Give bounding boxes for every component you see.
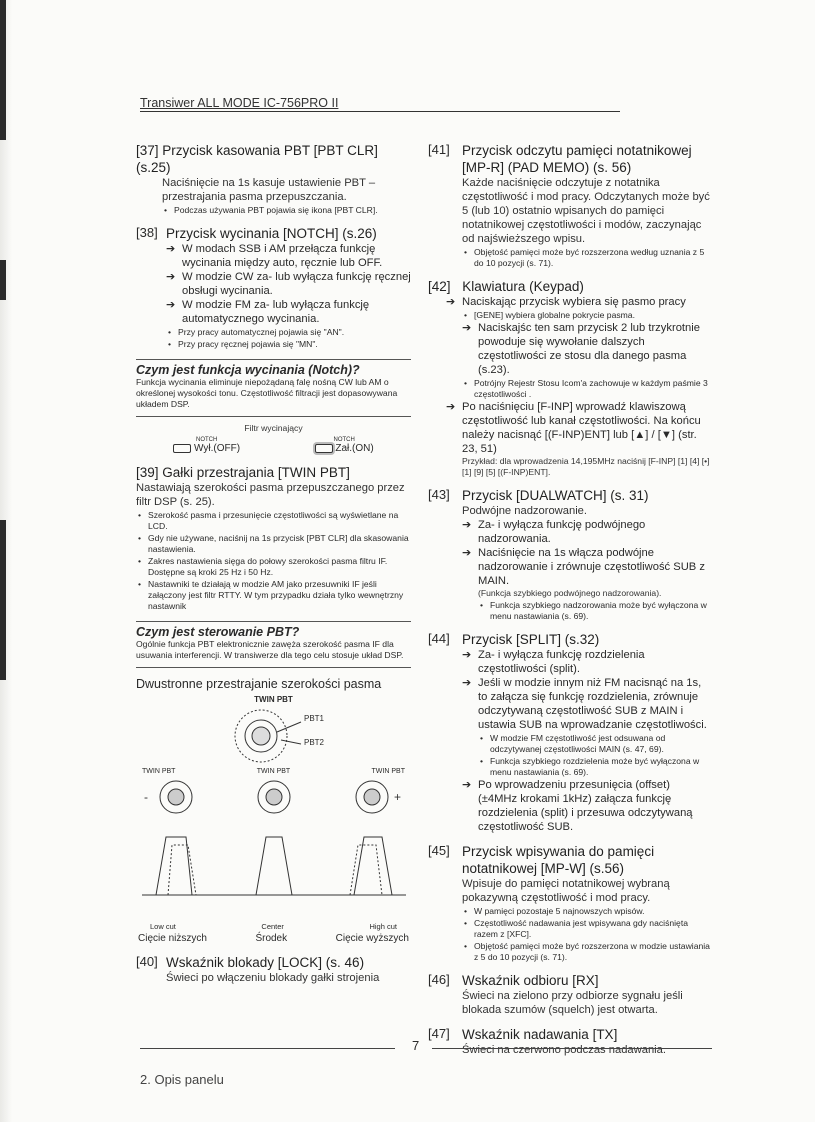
section-43 <box>428 487 712 622</box>
bullet: • Objętość pamięci może być rozszerzona w modzie ustawiania z 5 do 10 pozycji (s. 71). <box>462 941 712 963</box>
bullet: • Zakres nastawienia sięga do połowy szerokości pasma filtru IF. Dostępne są kroki 25 Hz i 50 Hz. <box>136 556 411 578</box>
box-title: Czym jest sterowanie PBT? <box>136 621 411 639</box>
section-title: Wskaźnik odbioru [RX] <box>462 973 599 988</box>
section-37 <box>136 142 411 216</box>
section-number: [41] <box>428 142 450 157</box>
section-45 <box>428 843 712 963</box>
arrow-item: ➔ Po naciśnięciu [F-INP] wprowadź klawiszową częstotliwość lub kanał częstotliwości. Na końcu należy nacisnąć [(F-INP)ENT] lub [▲] / [▼] (str. 23, 51) <box>446 400 712 456</box>
figure-caption: Filtr wycinający <box>244 423 303 433</box>
page-number: 7 <box>412 1038 420 1053</box>
right-column <box>428 142 712 1066</box>
arrow-item: ➔ Naciskając przycisk wybiera się pasmo pracy <box>446 295 712 309</box>
footer-rule-right <box>432 1048 712 1049</box>
arrow-item: ➔ Po wprowadzeniu przesunięcia (offset) (±4MHz krokami 1kHz) załącza funkcję rozdzielenia (split) i przesuwa odczytywaną częstotliwość SUB. <box>462 778 712 834</box>
cut-label: High cut <box>369 922 397 931</box>
arrow-item: ➔ W modzie FM za- lub wyłącza funkcję automatycznego wycinania. <box>166 298 411 326</box>
arrow-item: ➔ W modach SSB i AM przełącza funkcję wycinania między auto, ręcznie lub OFF. <box>166 242 411 270</box>
section-text: Podwójne nadzorowanie. <box>462 505 588 517</box>
bullet: • W modzie FM częstotliwość jest odsuwana od odczytywanej częstotliwości MAIN (s. 47, 69). <box>478 733 712 755</box>
box-text: Ogólnie funkcja PBT elektronicznie zawęża szerokość pasma IF dla usuwania interferencji. W transiwerze dla tego celu stosuje układ DSP. <box>136 639 404 660</box>
cut-caption: Cięcie niższych <box>138 933 207 944</box>
bullet: • Objętość pamięci może być rozszerzona według uznania z 5 do 10 pozycji (s. 71). <box>462 247 712 269</box>
bullet: • Funkcja szybkiego nadzorowania może być wyłączona w menu nastawiania (s. 69). <box>478 600 712 622</box>
footer-rule-left <box>140 1048 395 1049</box>
binding-mark <box>0 260 6 300</box>
notch-off-key: NOTCH Wył.(OFF) <box>173 437 240 454</box>
cut-label: Low cut <box>150 922 176 931</box>
section-text: Świeci na zielono przy odbiorze sygnału jeśli blokada szumów (squelch) jest otwarta. <box>462 990 683 1016</box>
bullet: • Nastawniki te działają w modzie AM jako przesuwniki IF jeśli załączony jest filtr RTTY. W tym przypadku działa tylko wewnętrzny nastawnik <box>136 579 411 612</box>
binding-mark <box>0 0 6 140</box>
cut-caption: Cięcie wyższych <box>335 933 409 944</box>
cut-label: Center <box>261 922 284 931</box>
section-46 <box>428 972 712 1017</box>
cut-caption: Środek <box>255 933 288 944</box>
knob-label: TWIN PBT <box>256 768 291 775</box>
bullet: • W pamięci pozostaje 5 najnowszych wpisów. <box>462 906 712 917</box>
section-title: [42] Klawiatura (Keypad) <box>428 279 584 294</box>
key-icon <box>173 444 191 453</box>
arrow-item: ➔ Naciskajśc ten sam przycisk 2 lub trzykrotnie powoduje się wywołanie dalszych częstotliwości ze stosu dla danego pasma (s.23). <box>462 321 712 377</box>
arrow-item: ➔ Za- i wyłącza funkcję podwójnego nadzorowania. <box>462 518 712 546</box>
section-text: Naciśnięcie na 1s kasuje ustawienie PBT – przestrajania pasma przepuszczania. <box>162 177 376 203</box>
section-title: Przycisk [SPLIT] (s.32) <box>462 632 600 647</box>
section-title: [37] Przycisk kasowania PBT [PBT CLR] (s.25) <box>136 143 378 175</box>
knob-label: TWIN PBT <box>371 768 405 775</box>
pbt-knob-figure: PBT1 PBT2 <box>136 704 411 766</box>
section-title: Przycisk [DUALWATCH] (s. 31) <box>462 488 649 503</box>
section-text: Świeci na czerwono podczas nadawania. <box>462 1044 666 1056</box>
notch-info-box <box>136 359 411 454</box>
section-title: Przycisk wpisywania do pamięci notatnikowej [MP-W] (s.56) <box>462 844 655 876</box>
section-number: [38] <box>136 225 158 240</box>
section-text: Wpisuje do pamięci notatnikowej wybraną pokazywną częstotliwość i mod pracy. <box>462 878 670 904</box>
figure-label: TWIN PBT <box>254 695 293 704</box>
arrow-item: ➔ Za- i wyłącza funkcję rozdzielenia częstotliwości (split). <box>462 648 712 676</box>
bullet: • Gdy nie używane, naciśnij na 1s przycisk [PBT CLR] dla skasowania nastawienia. <box>136 533 411 555</box>
section-number: [46] <box>428 972 450 987</box>
section-47 <box>428 1026 712 1057</box>
notch-on-key: NOTCH Zał.(ON) <box>315 437 374 454</box>
twin-knob-icon <box>136 704 411 766</box>
left-column <box>136 142 411 994</box>
section-title: Przycisk wycinania [NOTCH] (s.26) <box>166 226 377 241</box>
section-title: Wskaźnik blokady [LOCK] (s. 46) <box>166 955 365 970</box>
box-text: Funkcja wycinania eliminuje niepożądaną falę nośną CW lub AM o określonej wysokości tonu. Częstotliwość filtracji jest dopasowywana układem DSP. <box>136 377 398 409</box>
page-header: Transiwer ALL MODE IC-756PRO II <box>140 96 620 112</box>
section-text: Każde naciśnięcie odczytuje z notatnika częstotliwość i mod pracy. Odczytanych może być 5 (lub 10) ostatnio wpisanych do pamięci notatnikowej częstotliwości i modów, zaczynając od najświeższego wpisu. <box>462 177 710 245</box>
key-lit-icon <box>315 444 333 453</box>
section-text: Nastawiają szerokości pasma przepuszczanego przez filtr DSP (s. 25). <box>136 482 405 508</box>
section-number: [43] <box>428 487 450 502</box>
section-41 <box>428 142 712 269</box>
section-number: [45] <box>428 843 450 858</box>
section-39 <box>136 464 411 612</box>
arrow-item: ➔ Jeśli w modzie innym niż FM nacisnąć na 1s, to załącza się funkcję rozdzielenia, zrównuje odczytywaną częstotliwość SUB z MAIN i ustawia SUB na wprowadzanie częstotliwości. <box>462 676 712 732</box>
svg-text:+: + <box>394 790 402 804</box>
bullet: • Szerokość pasma i przesunięcie częstotliwości są wyświetlane na LCD. <box>136 510 411 532</box>
bullet: • Przy pracy ręcznej pojawia się "MN". <box>166 339 411 350</box>
notch-figure <box>136 437 411 454</box>
section-number: [44] <box>428 631 450 646</box>
footer-chapter: 2. Opis panelu <box>140 1072 224 1087</box>
section-text: Świeci po włączeniu blokady gałki strojenia <box>166 972 380 984</box>
section-42 <box>428 278 712 478</box>
section-title: Wskaźnik nadawania [TX] <box>462 1027 618 1042</box>
example-text: Przykład: dla wprowadzenia 14,195MHz naciśnij [F-INP] [1] [4] [•] [1] [9] [5] [(F-INP)ENT]. <box>462 456 710 477</box>
section-number: [40] <box>136 954 158 969</box>
box-title: Czym jest funkcja wycinania (Notch)? <box>136 359 411 377</box>
section-40 <box>136 954 411 985</box>
bullet: • [GENE] wybiera globalne pokrycie pasma. <box>462 310 712 321</box>
bullet: • Funkcja szybkiego rozdzielenia może być wyłączona w menu nastawiania (s. 69). <box>478 756 712 778</box>
section-44 <box>428 631 712 834</box>
bullet: • Podczas używania PBT pojawia się ikona [PBT CLR]. <box>162 205 411 216</box>
figure-title: Dwustronne przestrajanie szerokości pasma <box>136 677 382 691</box>
binding-mark <box>0 520 6 680</box>
arrow-item: ➔ W modzie CW za- lub wyłącza funkcję ręcznej obsługi wycinania. <box>166 270 411 298</box>
bullet: • Częstotliwość nadawania jest wpisywana gdy naciśnięta razem z [XFC]. <box>462 918 712 940</box>
knob-label: TWIN PBT <box>142 768 176 775</box>
svg-text:-: - <box>144 790 148 804</box>
twin-pbt-figure <box>136 677 411 944</box>
bullet: • Potrójny Rejestr Stosu Icom'a zachowuje w każdym paśmie 3 częstotliwości . <box>462 378 712 400</box>
arrow-item: ➔ Naciśnięcie na 1s włącza podwójne nadzorowanie i zrównuje częstotliwość SUB z MAIN. <box>462 546 712 588</box>
section-38 <box>136 225 411 350</box>
note-text: (Funkcja szybkiego podwójnego nadzorowania). <box>478 588 662 598</box>
pbt-info-box <box>136 621 411 668</box>
section-title: [39] Gałki przestrajania [TWIN PBT] <box>136 465 350 480</box>
bullet: • Przy pracy automatycznej pojawia się "AN". <box>166 327 411 338</box>
section-title: Przycisk odczytu pamięci notatnikowej [MP-R] (PAD MEMO) (s. 56) <box>462 143 692 175</box>
pbt-diagrams <box>136 775 411 915</box>
section-number: [47] <box>428 1026 450 1041</box>
